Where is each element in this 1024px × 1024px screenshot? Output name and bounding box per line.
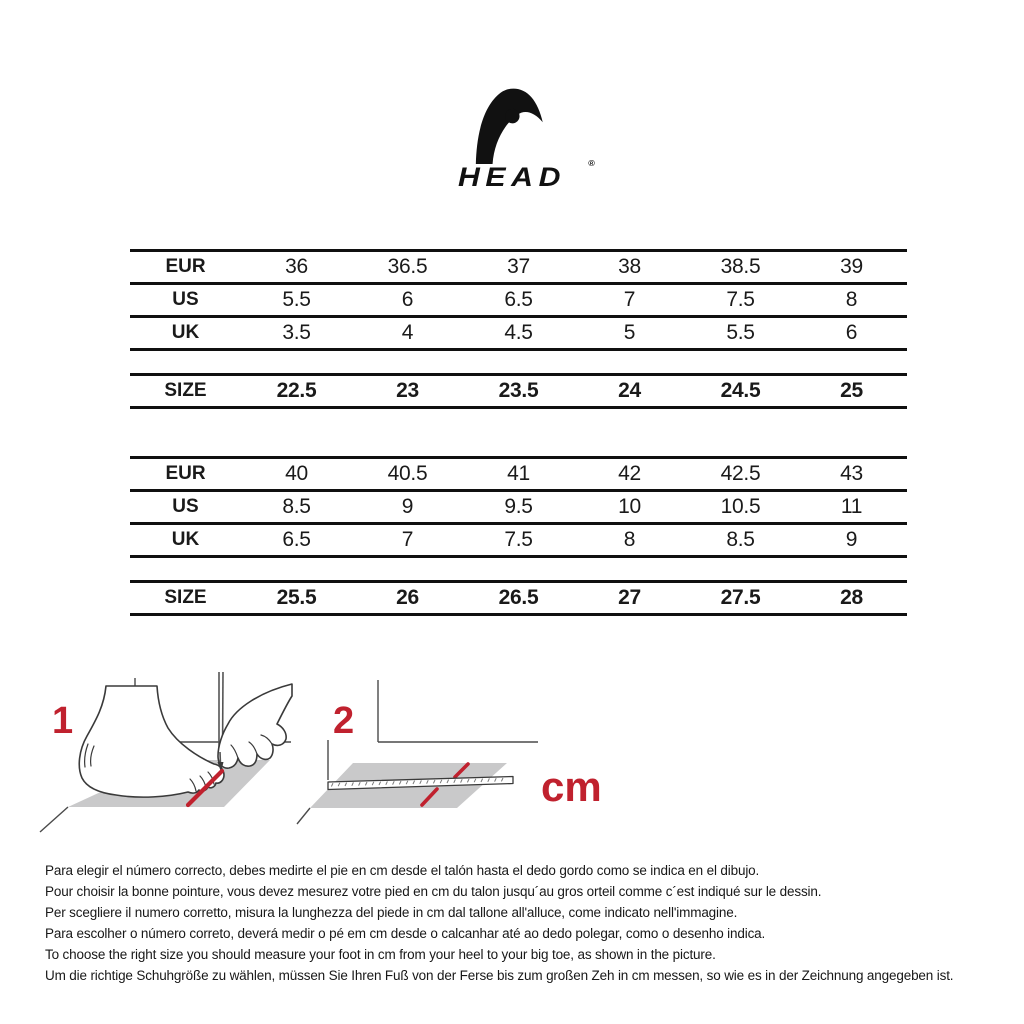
size-cell: 4.5 [504, 321, 533, 344]
size-cell: 5.5 [282, 288, 311, 311]
step-1-number: 1 [52, 700, 74, 742]
table-rule [130, 613, 907, 616]
size-cell: 25.5 [276, 586, 317, 609]
size-cell: 24 [618, 379, 641, 402]
instruction-line-en: To choose the right size you should measure your foot in cm from your heel to your big toe, as shown in the picture. [45, 946, 716, 962]
instruction-line-pt: Para escolher o número correto, deverá medir o pé em cm desde o calcanhar até ao dedo polegar, como o desenho indica. [45, 925, 766, 941]
table-gap [130, 558, 907, 580]
size-cell: 23 [396, 379, 419, 402]
step-2-number: 2 [333, 700, 355, 742]
size-cell: 42.5 [720, 462, 761, 485]
size-cell: 9.5 [504, 495, 533, 518]
size-cell: 39 [840, 255, 863, 278]
size-cell: 7 [623, 288, 636, 311]
size-cell: 8 [845, 288, 858, 311]
sizing-instructions [45, 861, 1024, 986]
size-cell: 6.5 [504, 288, 533, 311]
size-cell: 6.5 [282, 528, 311, 551]
size-cell: 38.5 [720, 255, 761, 278]
size-cell: 9 [401, 495, 414, 518]
row-label-eur: EUR [165, 463, 206, 484]
size-cell: 10.5 [720, 495, 761, 518]
table-row-uk [130, 525, 907, 555]
size-cell: 22.5 [276, 379, 317, 402]
size-cell: 6 [845, 321, 858, 344]
row-label-us: US [172, 289, 199, 310]
table-row-eur [130, 459, 907, 489]
measure-step-1-illustration [28, 672, 293, 834]
row-label-size: SIZE [164, 380, 207, 401]
size-cell: 27.5 [720, 586, 761, 609]
table-rule [130, 406, 907, 409]
size-cell: 27 [618, 586, 641, 609]
size-cell: 26.5 [498, 586, 539, 609]
size-cell: 26 [396, 586, 419, 609]
size-cell: 3.5 [282, 321, 311, 344]
table-row-uk [130, 318, 907, 348]
size-cell: 5 [623, 321, 636, 344]
brand-wordmark [422, 159, 601, 193]
table-row-size [130, 376, 907, 406]
row-label-uk: UK [171, 529, 200, 550]
table-row-us [130, 492, 907, 522]
size-cell: 37 [507, 255, 530, 278]
size-cell: 6 [401, 288, 414, 311]
instruction-line-fr: Pour choisir la bonne pointure, vous devez mesurez votre pied en cm du talon jusqu´au gros orteil comme c´est indiqué sur le dessin. [45, 883, 822, 899]
instruction-line-de: Um die richtige Schuhgröße zu wählen, müssen Sie Ihren Fuß von der Ferse bis zum großen Zeh in cm messen, so wie es in der Zeichnung angegeben ist. [45, 967, 954, 983]
size-cell: 7.5 [504, 528, 533, 551]
size-table-1 [130, 249, 907, 409]
size-cell: 8 [623, 528, 636, 551]
size-cell: 36 [285, 255, 308, 278]
measure-step-2-illustration [295, 672, 615, 837]
table-row-eur [130, 252, 907, 282]
row-label-uk: UK [171, 322, 200, 343]
size-cell: 4 [401, 321, 414, 344]
cm-unit-label: cm [541, 763, 602, 810]
size-cell: 11 [840, 495, 863, 518]
size-cell: 38 [618, 255, 641, 278]
size-cell: 24.5 [720, 379, 761, 402]
size-cell: 25 [840, 379, 863, 402]
size-cell: 41 [507, 462, 530, 485]
instruction-line-es: Para elegir el número correcto, debes medirte el pie en cm desde el talón hasta el dedo gordo como se indica en el dibujo. [45, 863, 760, 878]
table-gap [130, 351, 907, 373]
size-cell: 23.5 [498, 379, 539, 402]
size-cell: 40.5 [387, 462, 428, 485]
size-cell: 9 [845, 528, 858, 551]
size-cell: 42 [618, 462, 641, 485]
row-label-us: US [172, 496, 199, 517]
row-label-eur: EUR [165, 256, 206, 277]
size-cell: 7 [401, 528, 414, 551]
size-cell: 7.5 [726, 288, 755, 311]
floor-corner-line [40, 807, 68, 832]
registered-mark: ® [588, 159, 595, 168]
head-arch-icon [468, 88, 546, 164]
table-row-us [130, 285, 907, 315]
size-table-2 [130, 456, 907, 616]
size-cell: 36.5 [387, 255, 428, 278]
table-row-size [130, 583, 907, 613]
brand-name: HEAD [457, 162, 567, 192]
size-cell: 5.5 [726, 321, 755, 344]
row-label-size: SIZE [164, 587, 207, 608]
size-cell: 8.5 [282, 495, 311, 518]
hand-icon [218, 684, 292, 768]
size-cell: 40 [285, 462, 308, 485]
size-cell: 8.5 [726, 528, 755, 551]
instruction-line-it: Per scegliere il numero corretto, misura la lunghezza del piede in cm dal tallone all'alluce, come indicato nell'immagine. [45, 904, 738, 920]
size-cell: 10 [618, 495, 641, 518]
size-cell: 43 [840, 462, 863, 485]
size-cell: 28 [840, 586, 863, 609]
floor-corner-line [297, 808, 310, 824]
